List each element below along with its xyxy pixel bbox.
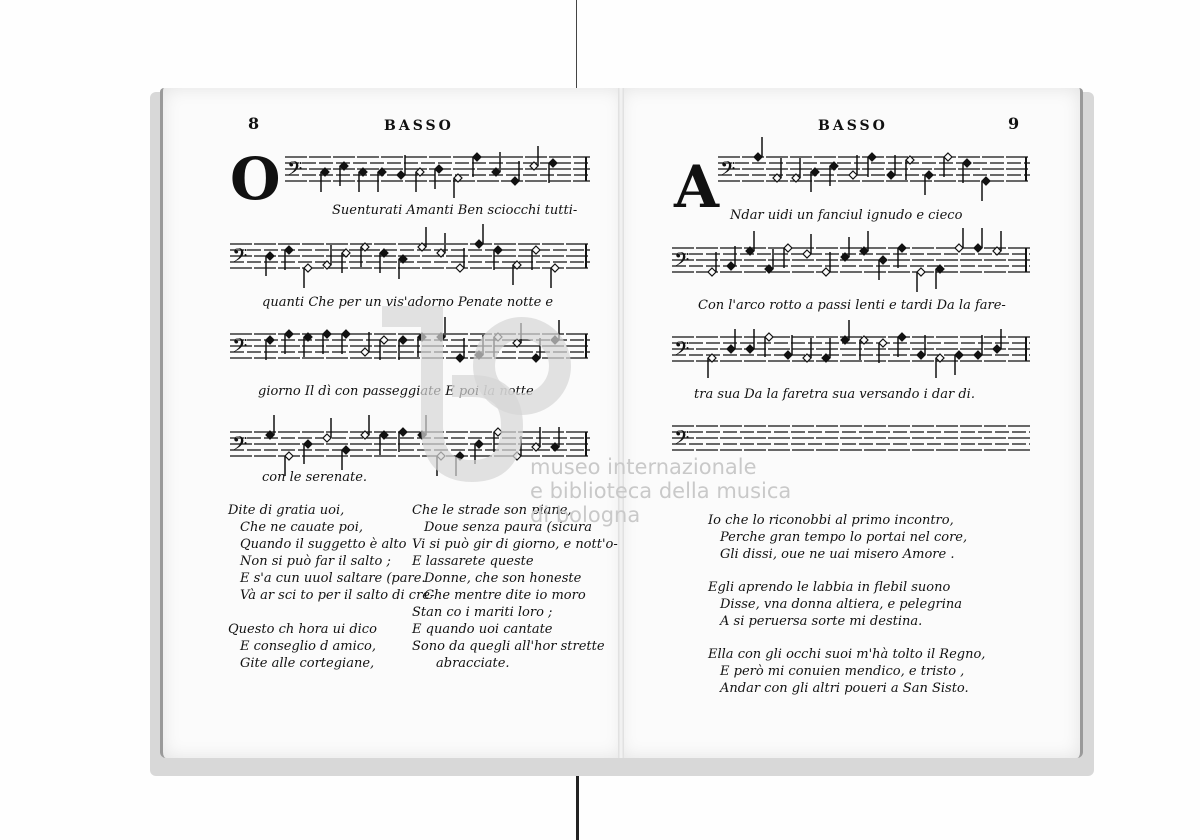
spine-line-top [576, 0, 577, 88]
note-mark [359, 168, 367, 192]
note-mark [803, 234, 811, 258]
right-staff-2 [672, 236, 1030, 286]
note-mark [416, 168, 424, 192]
book-gutter [618, 88, 624, 758]
poem-line: Perche gran tempo lo portai nel core, [720, 530, 968, 545]
note-mark [549, 159, 557, 183]
left-lyric-line-2: quanti Che per un vis'adorno Penate notte e [262, 295, 554, 310]
note-mark [925, 171, 933, 195]
note-mark [849, 155, 857, 179]
poem-line: Andar con gli altri poueri a San Sisto. [720, 681, 969, 696]
bass-clef-icon: 𝄢 [674, 248, 690, 276]
note-mark [765, 249, 773, 273]
note-mark [822, 338, 830, 362]
left-lyric-line-4: con le serenate. [262, 470, 368, 485]
poem-line: Dite di gratia uoi, [228, 503, 345, 518]
note-mark [494, 246, 502, 270]
poem-line: E s'a cun uuol saltare (pare. [240, 571, 426, 586]
note-mark [784, 335, 792, 359]
poem-line: Stan co i mariti loro ; [412, 605, 553, 620]
watermark-line-2: e biblioteca della musica [530, 479, 792, 503]
poem-line: Questo ch hora ui dico [228, 622, 377, 637]
bass-clef-icon: 𝄢 [287, 157, 303, 185]
poem-line: Egli aprendo le labbia in flebil suono [708, 580, 951, 595]
watermark-text [530, 455, 791, 527]
left-lyric-line-1: Suenturati Amanti Ben sciocchi tutti- [332, 203, 578, 218]
right-staff-1 [718, 145, 1030, 195]
poem-line: E conseglio d amico, [240, 639, 376, 654]
note-mark [323, 418, 331, 442]
note-mark [511, 161, 519, 185]
right-initial-letter: A [674, 153, 720, 221]
poem-line: Donne, che son honeste [424, 571, 582, 586]
note-mark [342, 330, 350, 354]
note-mark [304, 440, 312, 464]
note-mark [936, 354, 944, 378]
note-mark [399, 255, 407, 279]
note-mark [963, 159, 971, 183]
note-mark [708, 252, 716, 276]
note-mark [532, 246, 540, 270]
note-mark [304, 333, 312, 357]
note-mark [917, 335, 925, 359]
left-page-header: BASSO [384, 118, 454, 134]
note-mark [380, 249, 388, 273]
note-mark [955, 351, 963, 375]
poem-line: E quando uoi cantate [412, 622, 553, 637]
bass-clef-icon: 𝄢 [232, 334, 248, 362]
poem-line: Non si può far il salto ; [240, 554, 391, 569]
bass-clef-icon: 𝄢 [674, 337, 690, 365]
note-mark [342, 446, 350, 470]
left-staff-2 [230, 232, 590, 282]
left-poem-column-1 [228, 502, 434, 672]
poem-line: Sono da quegli all'hor strette [412, 639, 605, 654]
note-mark [321, 168, 329, 192]
note-mark [803, 338, 811, 362]
right-staff-3 [672, 325, 1030, 375]
note-mark [323, 245, 331, 269]
note-mark [285, 330, 293, 354]
poem-line: Gli dissi, oue ne uai misero Amore . [720, 547, 955, 562]
note-mark [993, 329, 1001, 353]
note-mark [437, 233, 445, 257]
watermark-line-3: di bologna [530, 503, 641, 527]
left-poem-column-2 [412, 502, 618, 672]
poem-line: Disse, vna donna altiera, e pelegrina [720, 597, 962, 612]
note-mark [454, 174, 462, 198]
note-mark [285, 246, 293, 270]
poem-line: Che ne cauate poi, [240, 520, 363, 535]
left-initial-letter: O [230, 145, 281, 213]
right-lyric-line-2: Con l'arco rotto a passi lenti e tardi Da la fare- [698, 298, 1006, 313]
note-mark [887, 155, 895, 179]
poem-line: E lassarete queste [412, 554, 534, 569]
poem-line [228, 604, 434, 621]
poem-line: E però mi conuien mendico, e tristo , [720, 664, 965, 679]
note-mark [936, 265, 944, 289]
note-mark [727, 246, 735, 270]
watermark-line-1: museo internazionale [530, 455, 757, 479]
right-poem [708, 512, 985, 697]
poem-line: abracciate. [436, 656, 510, 671]
note-mark [378, 168, 386, 192]
left-lyric-line-3: giorno Il dì con passeggiate E poi la notte [258, 384, 534, 399]
note-mark [435, 165, 443, 189]
note-mark [266, 336, 274, 360]
note-mark [456, 248, 464, 272]
note-mark [746, 329, 754, 353]
note-mark [530, 146, 538, 170]
bass-clef-icon: 𝄢 [232, 432, 248, 460]
note-mark [266, 252, 274, 276]
note-mark [879, 339, 887, 363]
poem-line: Gite alle cortegiane, [240, 656, 375, 671]
note-mark [860, 336, 868, 360]
note-mark [879, 256, 887, 280]
right-lyric-line-1: Ndar uidi un fanciul ignudo e cieco [730, 208, 963, 223]
note-mark [898, 333, 906, 357]
bass-clef-icon: 𝄢 [674, 426, 690, 454]
spine-line-bottom [576, 772, 579, 840]
note-mark [822, 252, 830, 276]
note-mark [944, 153, 952, 177]
note-mark [708, 354, 716, 378]
poem-line: A si peruersa sorte mi destina. [720, 614, 923, 629]
note-mark [397, 155, 405, 179]
left-staff-1 [285, 145, 590, 195]
poem-line: Io che lo riconobbi al primo incontro, [708, 513, 954, 528]
note-mark [340, 162, 348, 186]
note-mark [830, 162, 838, 186]
note-mark [773, 158, 781, 182]
note-mark [361, 332, 369, 356]
note-mark [792, 158, 800, 182]
note-mark [342, 249, 350, 273]
note-mark [811, 168, 819, 192]
note-mark [868, 153, 876, 177]
note-mark [841, 237, 849, 261]
right-lyric-line-3: tra sua Da la faretra sua versando i dar di. [694, 387, 975, 402]
right-page-number: 9 [1008, 114, 1020, 133]
note-mark [492, 152, 500, 176]
note-mark [784, 244, 792, 268]
bass-clef-icon: 𝄢 [232, 244, 248, 272]
right-page-header: BASSO [818, 118, 888, 134]
note-mark [513, 261, 521, 285]
note-mark [473, 153, 481, 177]
left-page-number: 8 [248, 114, 260, 133]
note-mark [727, 329, 735, 353]
note-mark [898, 244, 906, 268]
bass-clef-icon: 𝄢 [720, 157, 736, 185]
note-mark [361, 243, 369, 267]
poem-line: Và ar sci to per il salto di cre- [240, 588, 435, 603]
poem-line: Che le strade son piane, [412, 503, 572, 518]
note-mark [974, 335, 982, 359]
poem-line: Che mentre dite io moro [424, 588, 586, 603]
note-mark [906, 156, 914, 180]
note-mark [323, 330, 331, 354]
poem-line: Doue senza paura (sicura [424, 520, 592, 535]
poem-line: Ella con gli occhi suoi m'hà tolto il Regno, [708, 647, 986, 662]
poem-line: Vi si può gir di giorno, e nott'o- [412, 537, 618, 552]
note-mark [765, 333, 773, 357]
poem-line: Quando il suggetto è alto [240, 537, 407, 552]
